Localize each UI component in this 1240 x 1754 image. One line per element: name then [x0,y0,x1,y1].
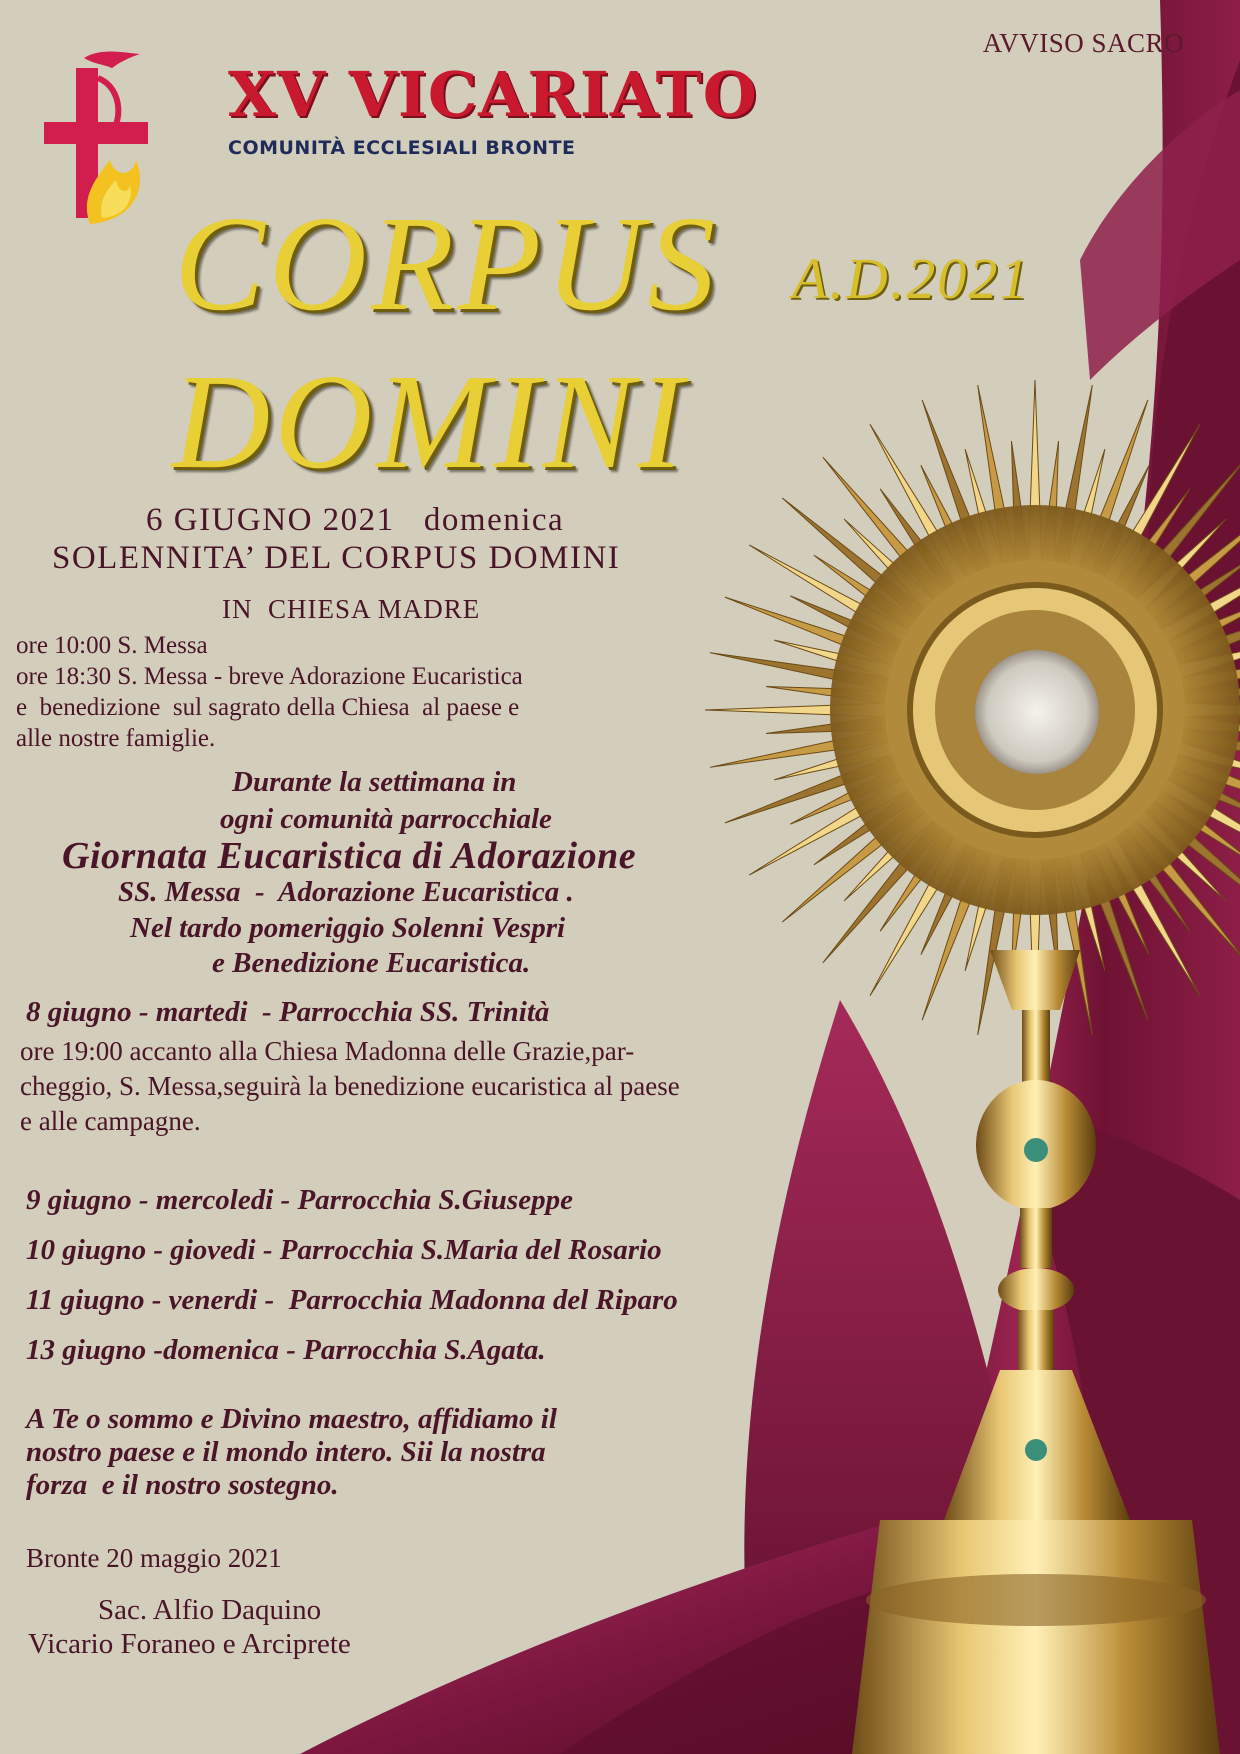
main-event-line: ore 10:00 S. Messa [16,632,208,659]
main-event-title: SOLENNITA’ DEL CORPUS DOMINI [52,540,621,576]
first-day-line: e alle campagne. [20,1106,201,1136]
signature-role: Vicario Foraneo e Arciprete [28,1628,351,1660]
main-event-line: e benedizione sul sagrato della Chiesa al paese e [16,694,520,721]
week-line: SS. Messa - Adorazione Eucaristica . [118,876,574,908]
week-line: ogni comunità parrocchiale [220,803,552,835]
signature-name: Sac. Alfio Daquino [98,1594,322,1626]
headline-domini: DOMINI [172,347,688,497]
first-day-heading: 8 giugno - martedi - Parrocchia SS. Trinità [26,996,550,1028]
main-event-date: 6 GIUGNO 2021 domenica [146,502,565,538]
first-day-line: ore 19:00 accanto alla Chiesa Madonna delle Grazie,par- [20,1036,635,1066]
prayer-line: nostro paese e il mondo intero. Sii la nostra [26,1436,546,1468]
vicariate-title: XV VICARIATO [228,58,758,131]
week-line: Nel tardo pomeriggio Solenni Vespri [130,912,566,944]
first-day-line: cheggio, S. Messa,seguirà la benedizione eucaristica al paese [20,1071,680,1101]
week-heading: Giornata Eucaristica di Adorazione [62,835,637,877]
footer-date: Bronte 20 maggio 2021 [26,1543,282,1573]
vicariate-subtitle: COMUNITÀ ECCLESIALI BRONTE [228,137,576,159]
headline-corpus: CORPUS [174,189,720,339]
prayer-line: A Te o sommo e Divino maestro, affidiamo il [26,1403,557,1435]
main-event-line: ore 18:30 S. Messa - breve Adorazione Eucaristica [16,663,523,690]
cross-dove-flame-icon [40,48,152,228]
schedule-item: 13 giugno -domenica - Parrocchia S.Agata. [26,1334,546,1366]
week-line: Durante la settimana in [232,766,517,798]
week-line: e Benedizione Eucaristica. [212,947,531,979]
main-event-location: IN CHIESA MADRE [222,594,481,624]
schedule-item: 9 giugno - mercoledi - Parrocchia S.Giuseppe [26,1184,573,1216]
prayer-line: forza e il nostro sostegno. [26,1469,339,1501]
notice-label: AVVISO SACRO [982,28,1184,58]
headline-year: A.D.2021 [792,246,1031,311]
main-event-line: alle nostre famiglie. [16,725,216,752]
schedule-item: 11 giugno - venerdi - Parrocchia Madonna del Riparo [26,1284,678,1316]
schedule-item: 10 giugno - giovedi - Parrocchia S.Maria del Rosario [26,1234,662,1266]
